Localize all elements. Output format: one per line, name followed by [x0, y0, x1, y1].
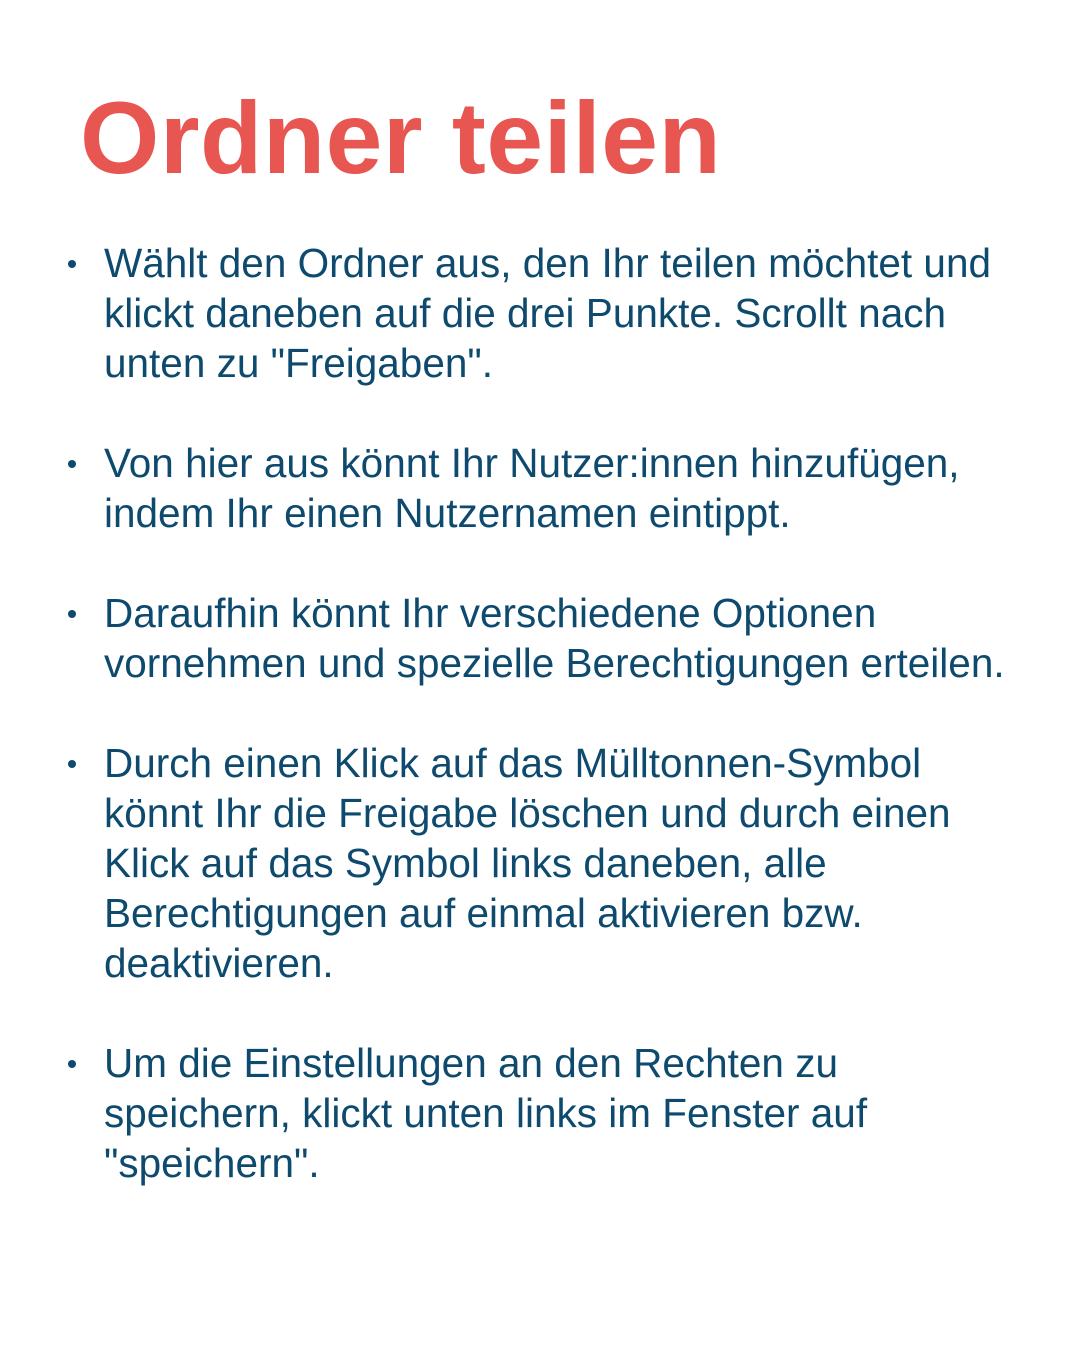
- bullet-icon: [68, 760, 76, 768]
- step-text: Durch einen Klick auf das Mülltonnen-Symbol könnt Ihr die Freigabe löschen und durch einen Klick auf das Symbol links daneben, alle Berechtigungen auf einmal aktivieren bzw. deaktivieren.: [104, 740, 951, 986]
- bullet-icon: [68, 610, 76, 618]
- list-item: [66, 738, 1026, 988]
- step-text: Um die Einstellungen an den Rechten zu speichern, klickt unten links im Fenster auf "speichern".: [104, 1040, 868, 1186]
- page-title: Ordner teilen: [80, 81, 722, 195]
- list-item: [66, 1038, 1026, 1188]
- list-item: [66, 438, 1026, 538]
- bullet-icon: [68, 260, 76, 268]
- list-item: [66, 238, 1026, 388]
- step-text: Daraufhin könnt Ihr verschiedene Optionen vornehmen und spezielle Berechtigungen erteilen.: [104, 590, 1005, 686]
- list-item: [66, 588, 1026, 688]
- steps-list: [66, 238, 1026, 1238]
- step-text: Von hier aus könnt Ihr Nutzer:innen hinzufügen, indem Ihr einen Nutzernamen eintippt.: [104, 440, 960, 536]
- bullet-icon: [68, 460, 76, 468]
- step-text: Wählt den Ordner aus, den Ihr teilen möchtet und klickt daneben auf die drei Punkte. Scrollt nach unten zu "Freigaben".: [104, 240, 992, 386]
- bullet-icon: [68, 1060, 76, 1068]
